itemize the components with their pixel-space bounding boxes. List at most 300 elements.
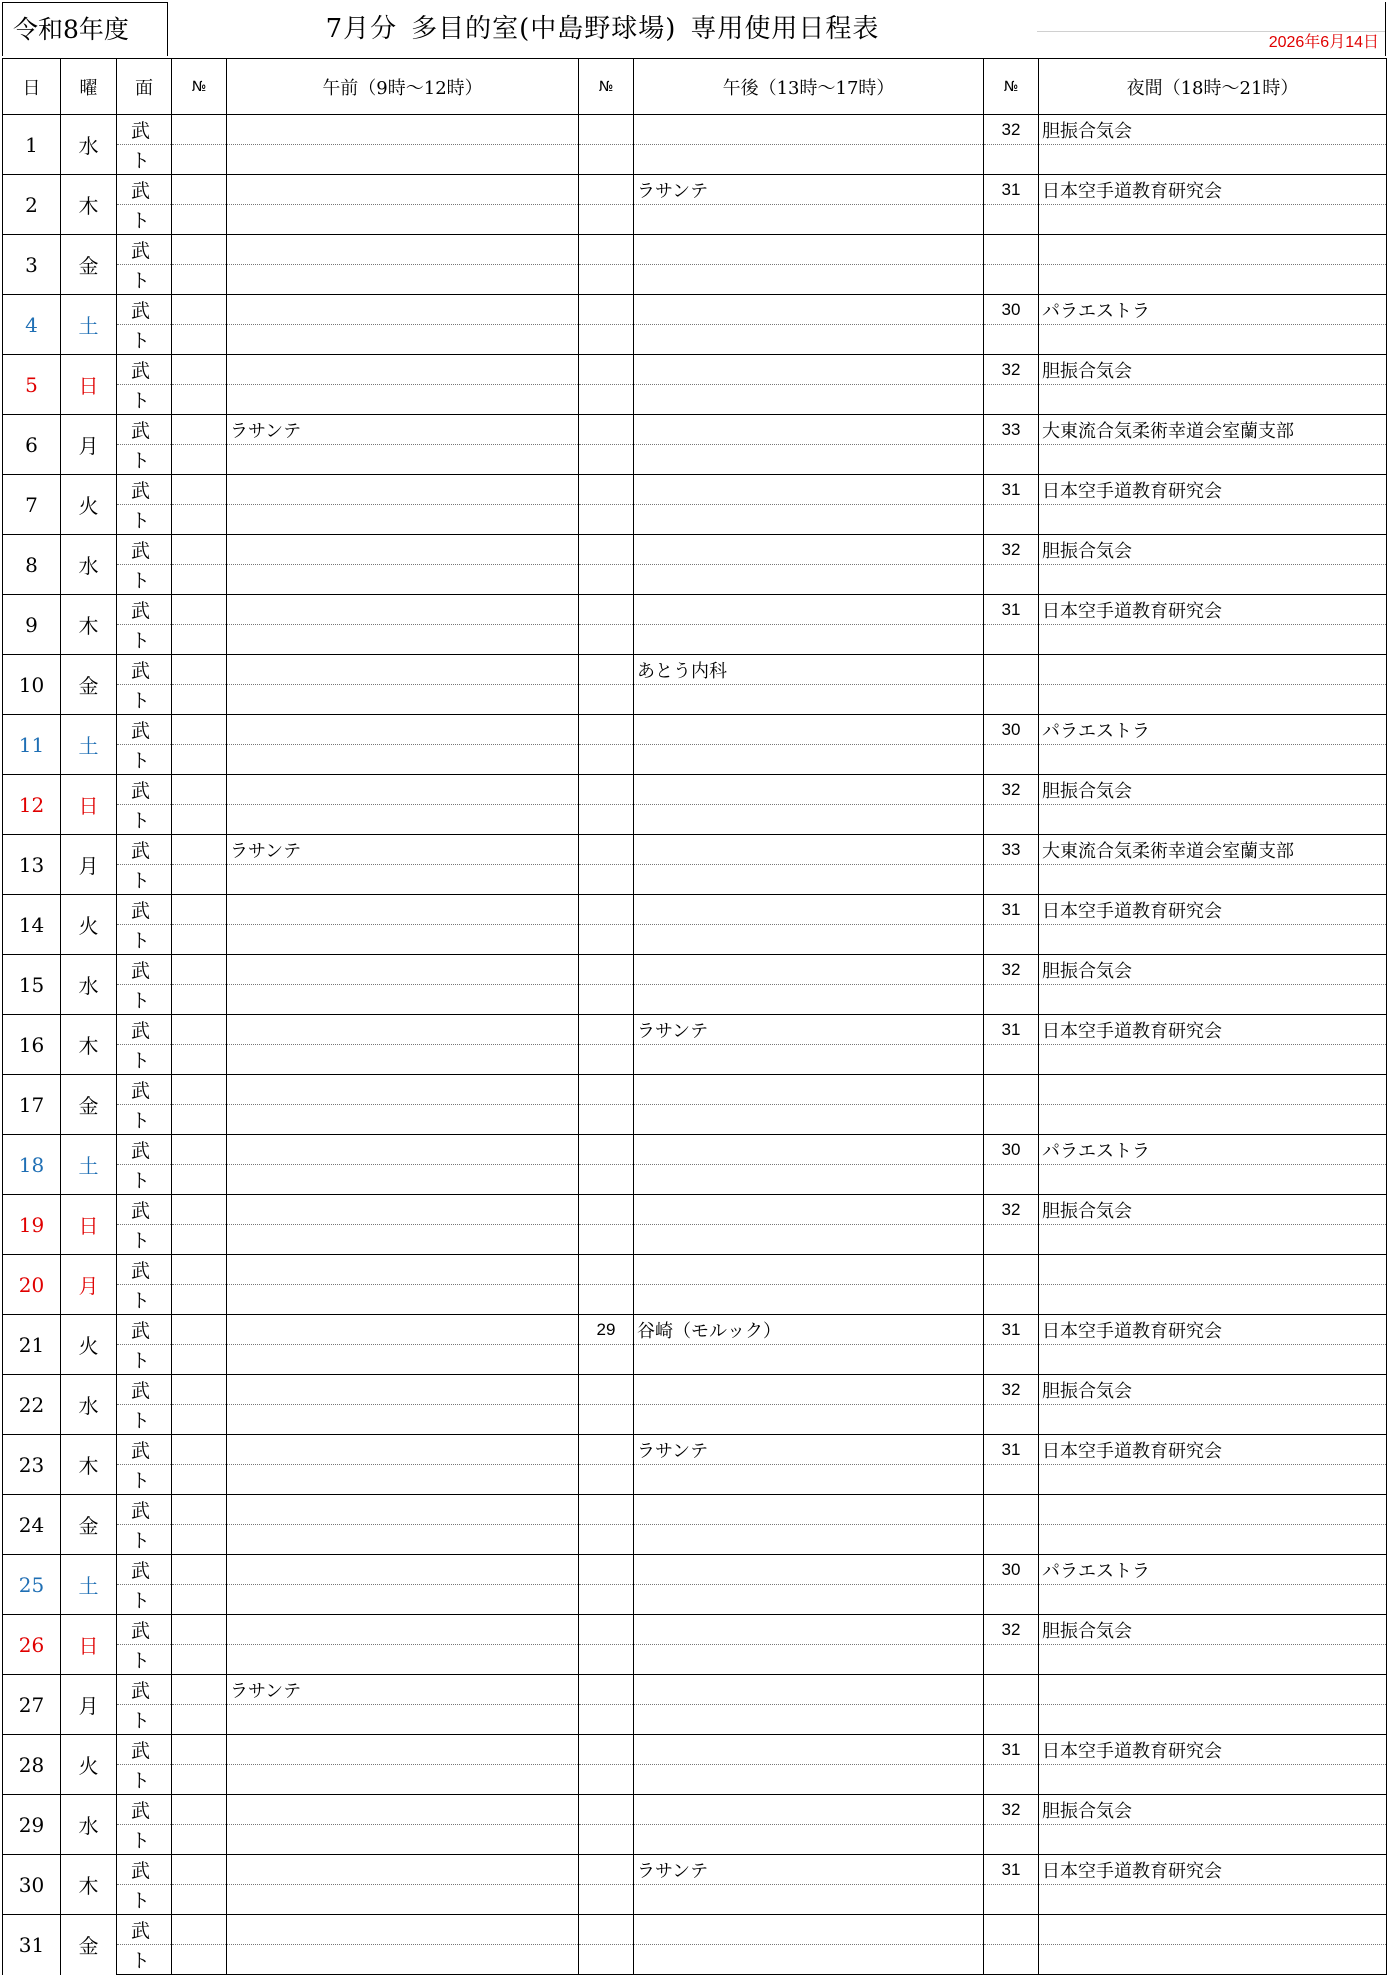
day-row-sub [3, 385, 1387, 415]
evening-no: 31 [984, 1855, 1039, 1885]
title-kind: 専用使用日程表 [690, 14, 880, 44]
morning-no-2 [172, 1645, 227, 1675]
day-of-week: 金 [61, 1915, 117, 1975]
afternoon-no-2 [579, 1645, 634, 1675]
afternoon-booking-2 [634, 1885, 984, 1915]
morning-booking: ラサンテ [227, 835, 579, 865]
afternoon-booking-2 [634, 205, 984, 235]
afternoon-no [579, 895, 634, 925]
face-label: ト [117, 265, 172, 295]
morning-booking [227, 1855, 579, 1885]
afternoon-booking [634, 1075, 984, 1105]
evening-booking: パラエストラ [1039, 715, 1387, 745]
afternoon-booking-2 [634, 1645, 984, 1675]
morning-booking-2 [227, 1585, 579, 1615]
morning-booking [227, 775, 579, 805]
day-number: 7 [3, 475, 61, 535]
afternoon-booking [634, 1555, 984, 1585]
evening-booking-2 [1039, 565, 1387, 595]
evening-booking-2 [1039, 1825, 1387, 1855]
afternoon-no [579, 1135, 634, 1165]
evening-booking-2 [1039, 1285, 1387, 1315]
face-label: 武 [117, 295, 172, 325]
day-number: 13 [3, 835, 61, 895]
day-number: 5 [3, 355, 61, 415]
morning-booking-2 [227, 1165, 579, 1195]
face-label: 武 [117, 1435, 172, 1465]
evening-booking-2 [1039, 625, 1387, 655]
afternoon-booking-2 [634, 1165, 984, 1195]
morning-no-2 [172, 1045, 227, 1075]
day-number: 27 [3, 1675, 61, 1735]
day-number: 1 [3, 115, 61, 175]
morning-no-2 [172, 1945, 227, 1975]
day-row-sub [3, 1765, 1387, 1795]
afternoon-booking [634, 1675, 984, 1705]
afternoon-no-2 [579, 625, 634, 655]
evening-no-2 [984, 325, 1039, 355]
afternoon-booking-2 [634, 1765, 984, 1795]
day-row [3, 1075, 1387, 1105]
evening-booking: 日本空手道教育研究会 [1039, 1435, 1387, 1465]
day-row-sub [3, 1105, 1387, 1135]
afternoon-no: 29 [579, 1315, 634, 1345]
day-row-sub [3, 1165, 1387, 1195]
morning-no-2 [172, 985, 227, 1015]
day-number: 21 [3, 1315, 61, 1375]
evening-booking-2 [1039, 1705, 1387, 1735]
day-row [3, 1195, 1387, 1225]
morning-no [172, 1315, 227, 1345]
afternoon-booking [634, 1375, 984, 1405]
evening-booking: 胆振合気会 [1039, 115, 1387, 145]
evening-no: 32 [984, 775, 1039, 805]
day-row-sub [3, 1825, 1387, 1855]
evening-no [984, 1915, 1039, 1945]
face-label: 武 [117, 655, 172, 685]
day-number: 25 [3, 1555, 61, 1615]
evening-no-2 [984, 505, 1039, 535]
morning-no-2 [172, 385, 227, 415]
evening-no [984, 235, 1039, 265]
morning-booking: ラサンテ [227, 1675, 579, 1705]
morning-no-2 [172, 265, 227, 295]
evening-booking: パラエストラ [1039, 1135, 1387, 1165]
day-row [3, 1615, 1387, 1645]
face-label: 武 [117, 1735, 172, 1765]
afternoon-no-2 [579, 1405, 634, 1435]
morning-no [172, 535, 227, 565]
morning-booking [227, 1135, 579, 1165]
day-row [3, 1675, 1387, 1705]
evening-no-2 [984, 1885, 1039, 1915]
morning-no-2 [172, 1465, 227, 1495]
evening-booking: 日本空手道教育研究会 [1039, 1315, 1387, 1345]
evening-no-2 [984, 1045, 1039, 1075]
morning-booking [227, 955, 579, 985]
day-row [3, 1015, 1387, 1045]
face-label: ト [117, 1825, 172, 1855]
afternoon-booking-2 [634, 505, 984, 535]
fiscal-year-label: 令和8年度 [2, 2, 168, 56]
evening-booking: 胆振合気会 [1039, 775, 1387, 805]
column-header-row [3, 59, 1387, 115]
afternoon-no [579, 1375, 634, 1405]
afternoon-no [579, 1195, 634, 1225]
afternoon-booking [634, 475, 984, 505]
afternoon-no [579, 775, 634, 805]
morning-booking-2 [227, 1405, 579, 1435]
evening-booking: 日本空手道教育研究会 [1039, 1735, 1387, 1765]
day-row-sub [3, 445, 1387, 475]
evening-booking [1039, 1075, 1387, 1105]
morning-no-2 [172, 565, 227, 595]
face-label: 武 [117, 1015, 172, 1045]
issue-date: 2026年6月14日 [1268, 34, 1379, 51]
afternoon-booking [634, 535, 984, 565]
evening-booking: 胆振合気会 [1039, 355, 1387, 385]
morning-booking-2 [227, 505, 579, 535]
afternoon-no [579, 1795, 634, 1825]
morning-booking [227, 1315, 579, 1345]
morning-no [172, 295, 227, 325]
day-number: 15 [3, 955, 61, 1015]
day-row [3, 1495, 1387, 1525]
evening-booking: 日本空手道教育研究会 [1039, 175, 1387, 205]
morning-no [172, 355, 227, 385]
afternoon-booking [634, 1135, 984, 1165]
evening-booking-2 [1039, 1045, 1387, 1075]
evening-no-2 [984, 1285, 1039, 1315]
col-ev-no: № [984, 59, 1039, 115]
day-row-sub [3, 205, 1387, 235]
day-number: 31 [3, 1915, 61, 1975]
afternoon-no-2 [579, 985, 634, 1015]
day-number: 9 [3, 595, 61, 655]
evening-no: 31 [984, 1435, 1039, 1465]
evening-no-2 [984, 865, 1039, 895]
afternoon-no [579, 1075, 634, 1105]
day-row-sub [3, 865, 1387, 895]
face-label: ト [117, 1465, 172, 1495]
evening-no-2 [984, 1705, 1039, 1735]
morning-booking-2 [227, 685, 579, 715]
afternoon-booking [634, 115, 984, 145]
day-of-week: 日 [61, 1615, 117, 1675]
day-row [3, 835, 1387, 865]
morning-no [172, 1015, 227, 1045]
evening-booking: 日本空手道教育研究会 [1039, 1015, 1387, 1045]
afternoon-booking: ラサンテ [634, 1435, 984, 1465]
day-row-sub [3, 745, 1387, 775]
face-label: 武 [117, 1555, 172, 1585]
day-row-sub [3, 1645, 1387, 1675]
evening-booking-2 [1039, 925, 1387, 955]
afternoon-no [579, 1255, 634, 1285]
day-number: 30 [3, 1855, 61, 1915]
day-row [3, 535, 1387, 565]
day-row [3, 1135, 1387, 1165]
morning-booking-2 [227, 1765, 579, 1795]
day-of-week: 火 [61, 475, 117, 535]
evening-no: 31 [984, 595, 1039, 625]
afternoon-booking-2 [634, 1105, 984, 1135]
afternoon-no [579, 1435, 634, 1465]
col-morning: 午前（9時～12時） [227, 59, 579, 115]
afternoon-no-2 [579, 205, 634, 235]
col-pm-no: № [579, 59, 634, 115]
evening-booking: 日本空手道教育研究会 [1039, 595, 1387, 625]
evening-no: 32 [984, 1195, 1039, 1225]
face-label: 武 [117, 1615, 172, 1645]
afternoon-no-2 [579, 1285, 634, 1315]
col-face: 面 [117, 59, 172, 115]
afternoon-booking [634, 715, 984, 745]
afternoon-booking [634, 1255, 984, 1285]
face-label: 武 [117, 235, 172, 265]
afternoon-no [579, 655, 634, 685]
afternoon-no [579, 415, 634, 445]
day-of-week: 土 [61, 715, 117, 775]
evening-no: 33 [984, 835, 1039, 865]
afternoon-booking [634, 1195, 984, 1225]
day-row-sub [3, 1525, 1387, 1555]
gridline [1037, 2, 1385, 32]
day-row [3, 1735, 1387, 1765]
face-label: ト [117, 445, 172, 475]
evening-booking-2 [1039, 1405, 1387, 1435]
afternoon-no [579, 1615, 634, 1645]
col-evening: 夜間（18時～21時） [1039, 59, 1387, 115]
afternoon-booking [634, 895, 984, 925]
day-of-week: 木 [61, 1855, 117, 1915]
evening-booking-2 [1039, 325, 1387, 355]
afternoon-no [579, 1015, 634, 1045]
evening-booking [1039, 1675, 1387, 1705]
evening-no [984, 1255, 1039, 1285]
afternoon-no-2 [579, 505, 634, 535]
morning-no [172, 775, 227, 805]
day-of-week: 水 [61, 535, 117, 595]
evening-booking-2 [1039, 1105, 1387, 1135]
day-row-sub [3, 805, 1387, 835]
morning-booking [227, 1075, 579, 1105]
morning-no [172, 1735, 227, 1765]
face-label: ト [117, 1585, 172, 1615]
morning-booking [227, 715, 579, 745]
evening-no: 31 [984, 1015, 1039, 1045]
afternoon-booking-2 [634, 1825, 984, 1855]
afternoon-no [579, 475, 634, 505]
morning-no [172, 1255, 227, 1285]
afternoon-no-2 [579, 1225, 634, 1255]
afternoon-no-2 [579, 565, 634, 595]
day-row [3, 655, 1387, 685]
face-label: 武 [117, 1675, 172, 1705]
afternoon-booking: あとう内科 [634, 655, 984, 685]
day-row [3, 955, 1387, 985]
day-of-week: 水 [61, 115, 117, 175]
evening-no-2 [984, 385, 1039, 415]
afternoon-booking: ラサンテ [634, 1015, 984, 1045]
afternoon-booking-2 [634, 325, 984, 355]
afternoon-no-2 [579, 265, 634, 295]
evening-no: 31 [984, 475, 1039, 505]
afternoon-no [579, 1915, 634, 1945]
morning-no [172, 175, 227, 205]
afternoon-booking-2 [634, 1345, 984, 1375]
day-of-week: 水 [61, 1375, 117, 1435]
title-month: 7月分 [325, 14, 398, 44]
morning-no-2 [172, 805, 227, 835]
evening-booking: 胆振合気会 [1039, 1375, 1387, 1405]
evening-no [984, 1675, 1039, 1705]
morning-booking-2 [227, 325, 579, 355]
morning-no-2 [172, 1405, 227, 1435]
morning-no [172, 115, 227, 145]
afternoon-booking-2 [634, 1585, 984, 1615]
evening-booking: 大東流合気柔術幸道会室蘭支部 [1039, 415, 1387, 445]
afternoon-booking-2 [634, 745, 984, 775]
evening-booking-2 [1039, 1585, 1387, 1615]
day-of-week: 金 [61, 235, 117, 295]
morning-booking-2 [227, 1525, 579, 1555]
afternoon-no-2 [579, 865, 634, 895]
day-number: 14 [3, 895, 61, 955]
morning-no-2 [172, 505, 227, 535]
morning-booking [227, 475, 579, 505]
afternoon-no [579, 1675, 634, 1705]
evening-booking-2 [1039, 1345, 1387, 1375]
afternoon-booking-2 [634, 685, 984, 715]
evening-no-2 [984, 985, 1039, 1015]
day-number: 11 [3, 715, 61, 775]
face-label: 武 [117, 595, 172, 625]
day-row-sub [3, 625, 1387, 655]
day-row-sub [3, 1465, 1387, 1495]
day-of-week: 火 [61, 895, 117, 955]
face-label: ト [117, 385, 172, 415]
face-label: 武 [117, 175, 172, 205]
day-row-sub [3, 985, 1387, 1015]
morning-booking [227, 1195, 579, 1225]
afternoon-no [579, 295, 634, 325]
morning-no [172, 1075, 227, 1105]
day-number: 10 [3, 655, 61, 715]
evening-booking: 日本空手道教育研究会 [1039, 475, 1387, 505]
morning-no [172, 1675, 227, 1705]
face-label: ト [117, 985, 172, 1015]
afternoon-booking-2 [634, 805, 984, 835]
evening-no-2 [984, 1825, 1039, 1855]
morning-no-2 [172, 1765, 227, 1795]
morning-booking-2 [227, 445, 579, 475]
col-am-no: № [172, 59, 227, 115]
afternoon-booking [634, 295, 984, 325]
morning-no [172, 1615, 227, 1645]
day-row-sub [3, 325, 1387, 355]
day-number: 28 [3, 1735, 61, 1795]
evening-booking-2 [1039, 1885, 1387, 1915]
day-row-sub [3, 145, 1387, 175]
evening-no: 31 [984, 895, 1039, 925]
afternoon-no-2 [579, 1525, 634, 1555]
morning-booking [227, 895, 579, 925]
morning-no-2 [172, 1885, 227, 1915]
afternoon-booking-2 [634, 985, 984, 1015]
face-label: ト [117, 1885, 172, 1915]
morning-no-2 [172, 445, 227, 475]
afternoon-booking [634, 1915, 984, 1945]
morning-booking [227, 1735, 579, 1765]
day-of-week: 月 [61, 1255, 117, 1315]
evening-booking-2 [1039, 445, 1387, 475]
morning-booking [227, 1555, 579, 1585]
day-row [3, 1255, 1387, 1285]
morning-booking-2 [227, 1825, 579, 1855]
afternoon-no [579, 355, 634, 385]
face-label: 武 [117, 415, 172, 445]
evening-no-2 [984, 1765, 1039, 1795]
morning-booking [227, 115, 579, 145]
morning-no-2 [172, 145, 227, 175]
morning-booking-2 [227, 625, 579, 655]
day-row-sub [3, 265, 1387, 295]
afternoon-no-2 [579, 385, 634, 415]
evening-no: 32 [984, 955, 1039, 985]
evening-booking [1039, 1915, 1387, 1945]
morning-booking-2 [227, 1105, 579, 1135]
morning-booking-2 [227, 145, 579, 175]
day-of-week: 火 [61, 1315, 117, 1375]
evening-booking-2 [1039, 265, 1387, 295]
face-label: 武 [117, 1255, 172, 1285]
afternoon-no-2 [579, 1585, 634, 1615]
morning-booking [227, 1915, 579, 1945]
evening-no-2 [984, 925, 1039, 955]
afternoon-booking-2 [634, 1705, 984, 1735]
evening-no-2 [984, 1945, 1039, 1975]
evening-booking-2 [1039, 745, 1387, 775]
face-label: 武 [117, 475, 172, 505]
evening-booking-2 [1039, 205, 1387, 235]
afternoon-no-2 [579, 1465, 634, 1495]
day-row [3, 355, 1387, 385]
day-row-sub [3, 1345, 1387, 1375]
day-number: 6 [3, 415, 61, 475]
evening-no [984, 1495, 1039, 1525]
morning-no-2 [172, 685, 227, 715]
day-row-sub [3, 1885, 1387, 1915]
face-label: 武 [117, 775, 172, 805]
day-number: 26 [3, 1615, 61, 1675]
face-label: ト [117, 1345, 172, 1375]
afternoon-no-2 [579, 805, 634, 835]
face-label: 武 [117, 1195, 172, 1225]
evening-no: 30 [984, 715, 1039, 745]
day-row [3, 295, 1387, 325]
face-label: 武 [117, 1795, 172, 1825]
day-number: 17 [3, 1075, 61, 1135]
day-of-week: 木 [61, 175, 117, 235]
evening-booking-2 [1039, 1645, 1387, 1675]
day-row [3, 175, 1387, 205]
afternoon-no-2 [579, 925, 634, 955]
evening-no-2 [984, 205, 1039, 235]
face-label: ト [117, 745, 172, 775]
afternoon-no [579, 115, 634, 145]
morning-no-2 [172, 625, 227, 655]
